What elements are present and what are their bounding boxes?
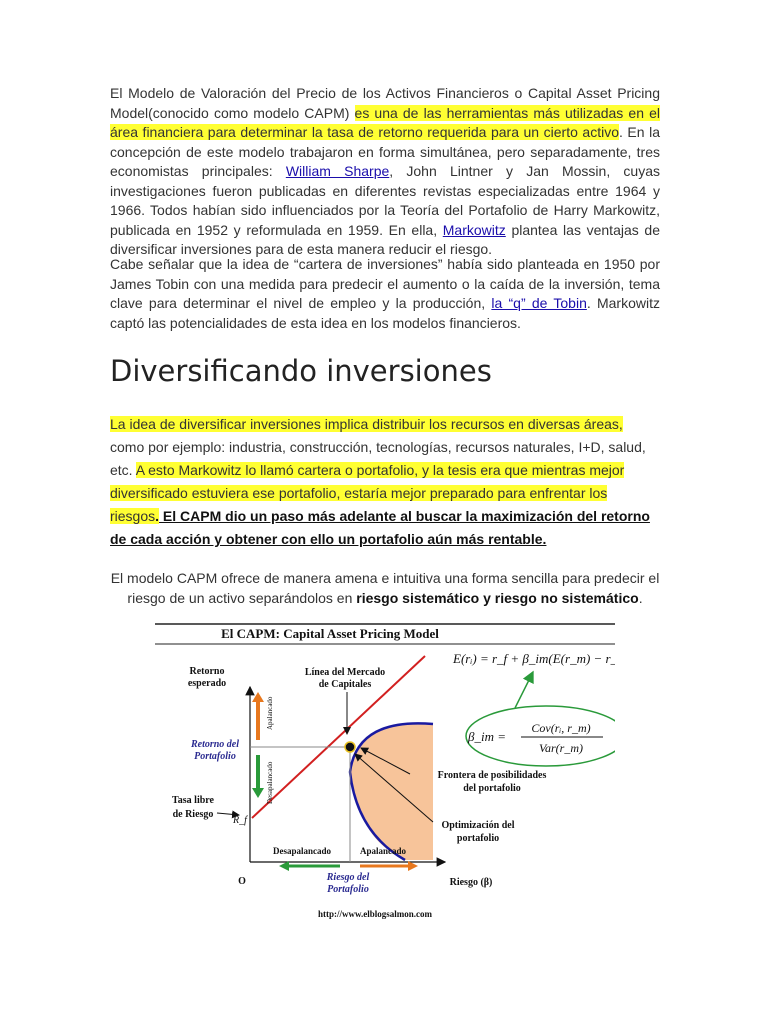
diversification-text: como por ejemplo: industria, construcción, tecnologías, recursos naturales, I+D, salud, etc. [110, 439, 646, 478]
frontier-label-2: del portafolio [463, 783, 521, 794]
tobin-text-1: Cabe señalar que la idea de “cartera de inversiones” había sido planteada en 1950 por James Tobin con una medida para predecir el aumento o la caída de la inversión, tema clave para determinar el nivel de empleo y la producción, [110, 256, 660, 311]
diversification-paragraph [110, 413, 660, 551]
capm-summary-text-2: . [638, 589, 643, 606]
section-heading: Diversificando inversiones [110, 354, 492, 388]
intro-paragraph [110, 84, 660, 260]
tobin-text-2: . Markowitz captó las potencialidades de esta idea en los modelos financieros. [110, 295, 660, 331]
diversification-period: . [155, 508, 160, 524]
capm-diagram-svg [155, 622, 615, 920]
capm-summary-paragraph [110, 569, 660, 608]
capm-formula: E(rᵢ) = r_f + β_im(E(r_m) − r_f [453, 651, 615, 666]
intro-text-1: El Modelo de Valoración del Precio de los Activos Financieros o Capital Asset Pricing Model(conocido como modelo CAPM) [110, 85, 660, 121]
capm-summary-text-1: El modelo CAPM ofrece de manera amena e intuitiva una forma sencilla para predecir el riesgo de un activo separándolos en [110, 570, 660, 606]
portfolio-return-label-2: Portafolio [194, 751, 236, 762]
tobin-paragraph [110, 255, 660, 333]
y-axis-label-1: Retorno [189, 666, 225, 677]
figure-title: El CAPM: Capital Asset Pricing Model [221, 626, 439, 641]
optimization-label-2: portafolio [456, 833, 500, 844]
beta-formula-denominator: Var(r_m) [539, 741, 583, 755]
diversification-highlight-2: A esto Markowitz lo llamó cartera o portafolio, y la tesis era que mientras mejor diversificado estuviera ese portafolio, estaría mejor preparado para enfrentar los riesgos [110, 462, 625, 524]
origin-label: O [238, 876, 246, 887]
optimization-label-1: Optimización del [441, 820, 515, 831]
link-q-de-tobin[interactable]: la “q” de Tobin [491, 295, 587, 311]
cml-label-2: de Capitales [318, 679, 372, 690]
capm-summary-bold: riesgo sistemático y riesgo no sistemático [356, 589, 639, 606]
diversification-highlight-1: La idea de diversificar inversiones implica distribuir los recursos en diversas áreas, [110, 416, 623, 432]
vertical-leveraged-label: Apalancado [266, 696, 274, 730]
intro-highlight: es una de las herramientas más utilizadas en el área financiera para determinar la tasa de retorno requerida para un cierto activo [110, 104, 660, 140]
y-axis-label-2: esperado [187, 678, 227, 689]
link-markowitz[interactable]: Markowitz [442, 221, 506, 238]
x-axis-label: Riesgo (β) [449, 877, 493, 888]
intro-text-3: , John Lintner y Jan Mossin, cuyas investigaciones fueron publicadas en diferentes revistas especializadas entre 1964 y 1966. Todos habían sido influenciados por la Teoría del Portafolio de Harry Markowitz, publicada en 1952 y reformulada en 1959. En ella, [110, 163, 660, 238]
beta-formula-numerator: Cov(rᵢ, r_m) [531, 721, 591, 735]
risk-free-label-1: Tasa libre [172, 795, 214, 806]
diversification-bold-statement: El CAPM dio un paso más adelante al buscar la maximización del retorno de cada acción y obtener con ello un portafolio aún más rentable. [110, 508, 650, 547]
horizontal-deleveraged-label: Desapalancado [272, 846, 332, 856]
tangency-point [345, 742, 355, 752]
intro-text-2: . En la concepción de este modelo trabajaron en forma simultánea, pero separadamente, tres economistas principales: [110, 124, 660, 179]
horizontal-leveraged-label: Apalancado [359, 846, 407, 856]
risk-free-label-2: de Riesgo [172, 809, 214, 820]
rf-symbol: R_f [233, 815, 247, 826]
intro-text-4: plantea las ventajas de diversificar inversiones para de esta manera reducir el riesgo. [110, 221, 660, 257]
beta-formula-lhs: β_im = [468, 729, 506, 744]
cml-label-1: Línea del Mercado [304, 667, 386, 678]
figure-source-url: http://www.elblogsalmon.com [317, 909, 433, 919]
vertical-deleveraged-label: Desapalancado [266, 761, 274, 804]
portfolio-risk-label-2: Portafolio [327, 884, 369, 895]
portfolio-return-label-1: Retorno del [190, 739, 240, 750]
capm-diagram [155, 622, 615, 920]
link-william-sharpe[interactable]: William Sharpe [285, 163, 390, 179]
portfolio-risk-label-1: Riesgo del [326, 872, 370, 883]
frontier-label-1: Frontera de posibilidades [437, 770, 547, 781]
